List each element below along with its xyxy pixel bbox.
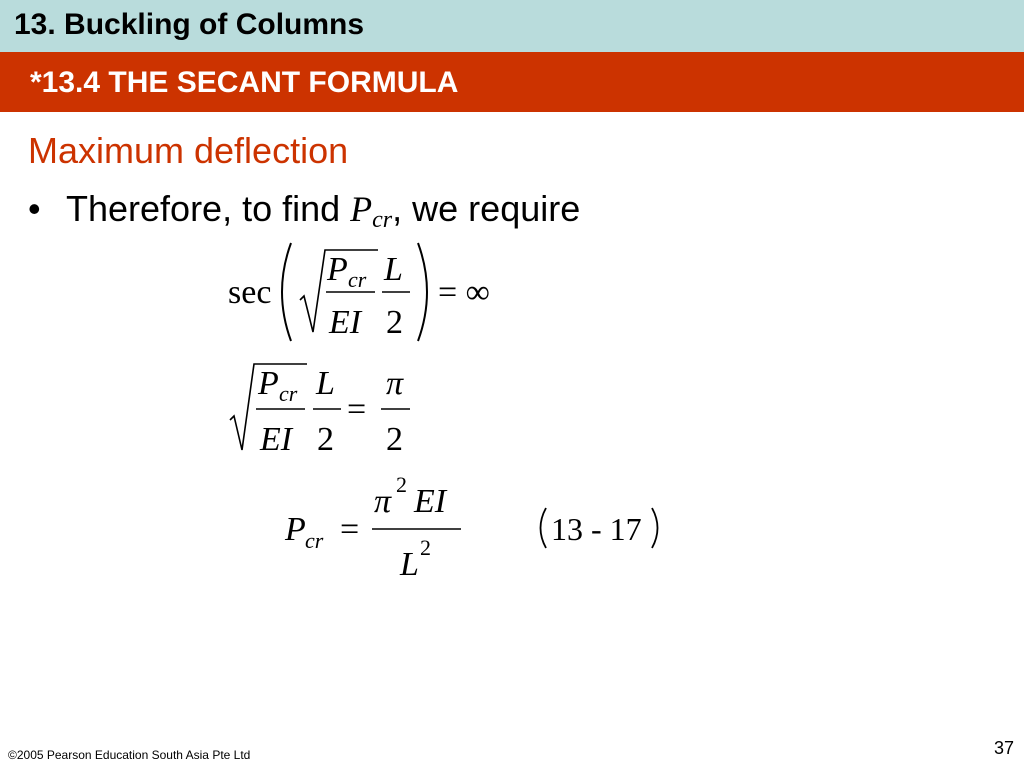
eq1-den: EI	[329, 304, 362, 341]
eq2-rhs-den: 2	[386, 421, 403, 458]
eq1-right-paren	[418, 243, 427, 341]
bullet-sub: cr	[372, 207, 393, 233]
eq3-lhs-var: P	[285, 511, 306, 548]
eq1-num-var: P	[327, 251, 348, 288]
chapter-title: 13. Buckling of Columns	[14, 8, 365, 41]
slide-heading: Maximum deflection	[28, 130, 349, 171]
eq3-lhs-sub: cr	[305, 528, 324, 553]
eq3-label-left-paren	[541, 508, 547, 548]
eq2-num-sub: cr	[279, 381, 298, 406]
eq2-l: L	[316, 365, 335, 402]
bullet-prefix: Therefore, to find	[66, 188, 351, 229]
eq2-two: 2	[317, 421, 334, 458]
eq1-sec: sec	[228, 274, 272, 311]
eq3-l-exp: 2	[420, 535, 431, 560]
eq2-pi: π	[386, 365, 404, 402]
equation-euler-load	[284, 472, 658, 583]
eq1-left-paren	[282, 243, 291, 341]
eq1-rhs: = ∞	[438, 274, 490, 311]
section-title: *13.4 THE SECANT FORMULA	[30, 66, 459, 99]
eq2-den: EI	[260, 421, 293, 458]
bullet-suffix: , we require	[392, 188, 581, 229]
bullet-dot-icon: •	[28, 188, 41, 229]
eq3-l: L	[400, 546, 419, 583]
eq3-pi: π	[374, 483, 392, 520]
eq3-pi-exp: 2	[396, 472, 407, 497]
eq1-l: L	[384, 251, 403, 288]
eq3-eq: =	[340, 511, 360, 548]
equation-sqrt-pi	[230, 364, 410, 458]
copyright-footer: ©2005 Pearson Education South Asia Pte Ltd	[8, 748, 251, 762]
page-number: 37	[993, 738, 1014, 758]
eq3-label: 13 - 17	[551, 511, 642, 547]
eq2-num-var: P	[258, 365, 279, 402]
eq1-num-sub: cr	[348, 267, 367, 292]
equation-secant	[228, 243, 490, 341]
eq1-two: 2	[386, 304, 403, 341]
eq2-eq: =	[347, 391, 367, 428]
eq3-ei: EI	[414, 483, 447, 520]
bullet-var: P	[350, 189, 373, 229]
eq3-label-right-paren	[652, 508, 658, 548]
